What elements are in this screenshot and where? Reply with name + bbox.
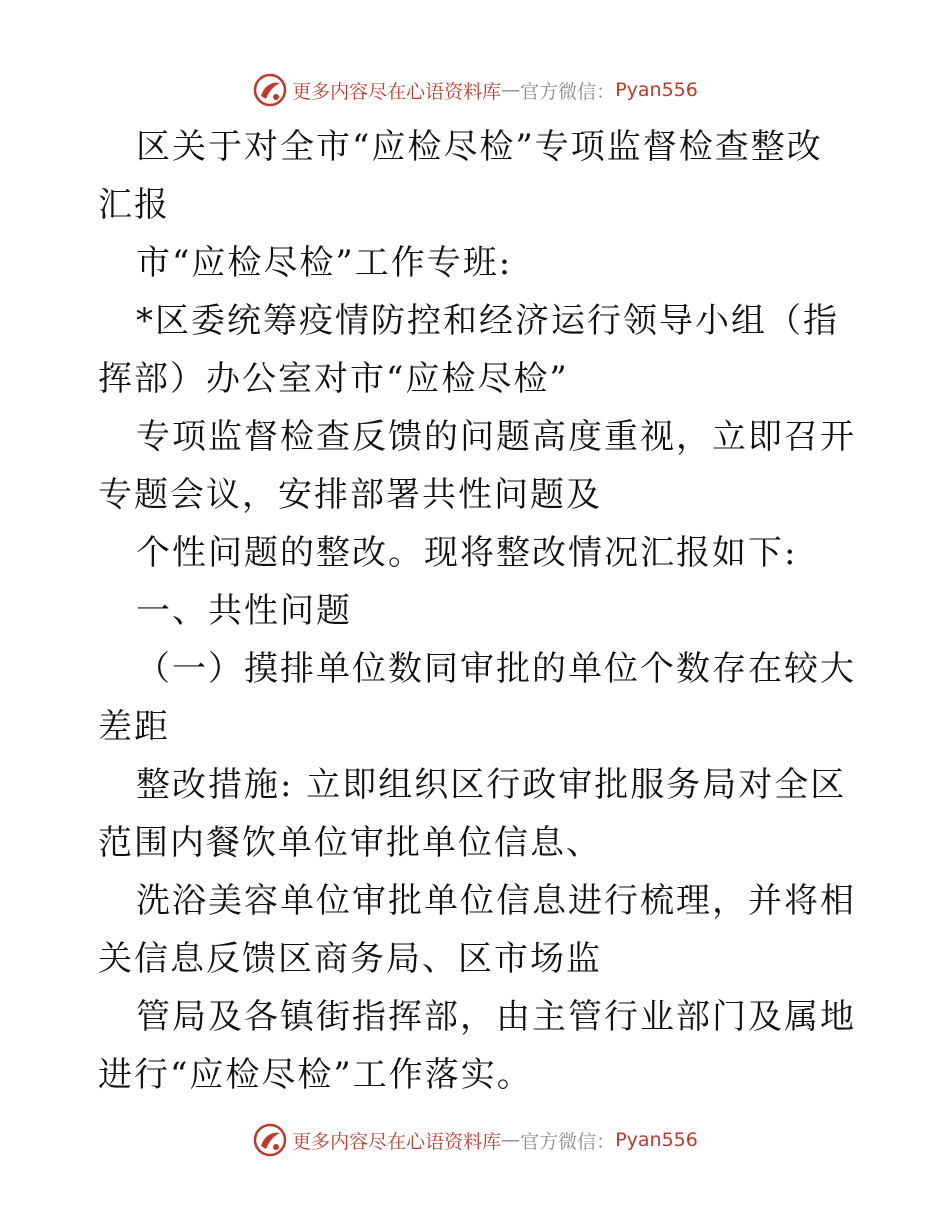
body-paragraph: 专项监督检查反馈的问题高度重视，立即召开专题会议，安排部署共性问题及: [98, 417, 856, 515]
document-title: 区关于对全市“应检尽检”专项监督检查整改汇报: [98, 127, 823, 225]
watermark-slogan: 更多内容尽在心语资料库: [292, 1130, 502, 1153]
document-body: [98, 118, 858, 1104]
body-paragraph: *区委统筹疫情防控和经济运行领导小组（指挥部）办公室对市“应检尽检”: [98, 301, 839, 399]
watermark-separator: —: [501, 1129, 521, 1151]
header-watermark: [0, 70, 950, 110]
body-paragraph: 洗浴美容单位审批单位信息进行梳理，并将相关信息反馈区商务局、区市场监: [98, 881, 856, 979]
subsection-heading: （一）摸排单位数同审批的单位个数存在较大差距: [98, 649, 856, 747]
watermark-wechat-label: 官方微信：: [520, 1130, 616, 1153]
section-heading: 一、共性问题: [136, 591, 352, 631]
watermark-separator: —: [501, 79, 521, 101]
watermark-wechat-label: 官方微信：: [520, 80, 616, 103]
brand-logo-icon: [252, 72, 288, 108]
body-paragraph: 管局及各镇街指挥部，由主管行业部门及属地进行“应检尽检”工作落实。: [98, 997, 856, 1095]
salutation: 市“应检尽检”工作专班:: [136, 243, 513, 283]
footer-watermark: [0, 1120, 950, 1160]
watermark-wechat-id: Pyan556: [615, 79, 698, 101]
body-paragraph: 个性问题的整改。现将整改情况汇报如下:: [136, 533, 798, 573]
watermark-slogan: 更多内容尽在心语资料库: [292, 80, 502, 103]
brand-logo-icon: [252, 1122, 288, 1158]
watermark-wechat-id: Pyan556: [615, 1129, 698, 1151]
body-paragraph: 整改措施: 立即组织区行政审批服务局对全区范围内餐饮单位审批单位信息、: [98, 765, 847, 863]
